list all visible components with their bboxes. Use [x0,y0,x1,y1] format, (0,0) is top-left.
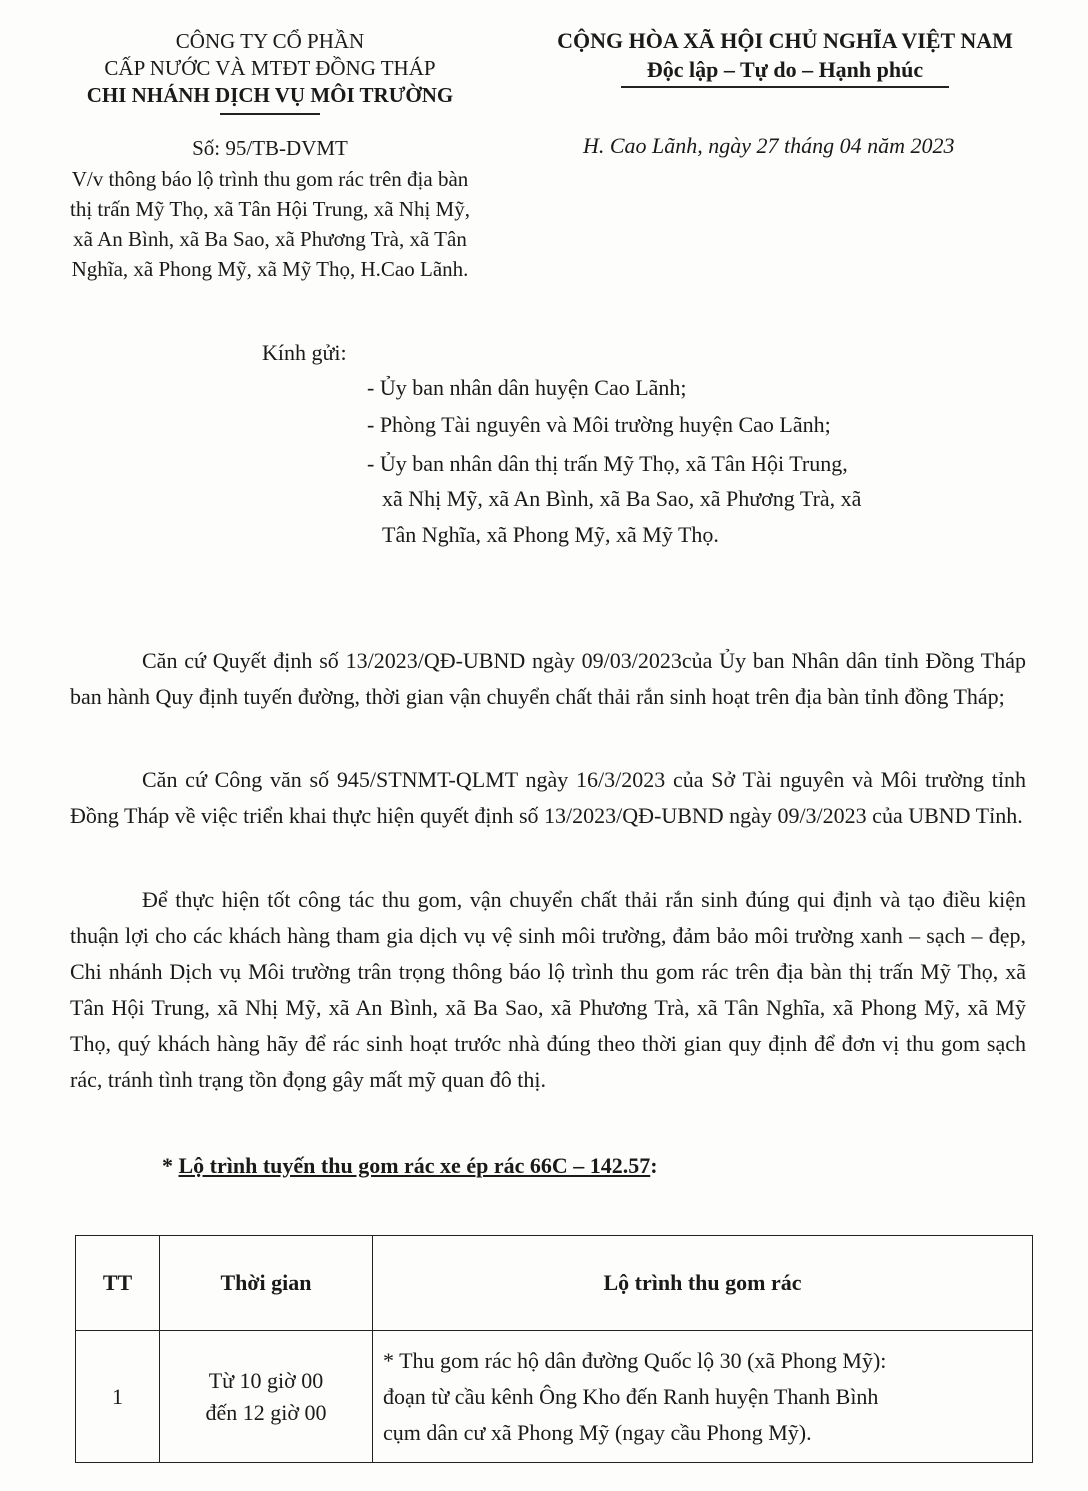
national-motto: Độc lập – Tự do – Hạnh phúc [646,57,924,82]
route-line: đoạn từ cầu kênh Ông Kho đến Ranh huyện Thanh Bình [383,1383,879,1409]
subject-line: Nghĩa, xã Phong Mỹ, xã Mỹ Thọ, H.Cao Lãnh. [71,257,469,281]
route-suffix: : [650,1153,658,1178]
table-row [76,1331,1033,1463]
paragraph-text: Căn cứ Quyết định số 13/2023/QĐ-UBND ngày 09/03/2023của Ủy ban Nhân dân tỉnh Đồng Tháp ban hành Quy định tuyến đường, thời gian vận chuyển chất thải rắn sinh hoạt trên địa bàn tỉnh đồng Tháp; [70,648,1026,709]
time-end: đến 12 giờ 00 [205,1399,327,1425]
cell-time [160,1331,373,1463]
header-route: Lộ trình thu gom rác [373,1236,1033,1331]
subject-line: xã An Bình, xã Ba Sao, xã Phương Trà, xã Tân [73,227,467,251]
issuer-underline [220,113,320,115]
document-number: Số: 95/TB-DVMT [192,136,348,160]
header-time: Thời gian [160,1236,373,1331]
body-paragraph [70,762,1026,834]
route-table [75,1235,1033,1463]
recipient-line: Tân Nghĩa, xã Phong Mỹ, xã Mỹ Thọ. [382,522,719,547]
subject-line: thị trấn Mỹ Thọ, xã Tân Hội Trung, xã Nhị Mỹ, [70,197,470,221]
route-title: Lộ trình tuyến thu gom rác xe ép rác 66C – 142.57 [178,1153,651,1178]
table-header-row [76,1236,1033,1331]
route-prefix: * [162,1153,179,1178]
date-line: H. Cao Lãnh, ngày 27 tháng 04 năm 2023 [583,133,955,158]
recipient-line: - Ủy ban nhân dân thị trấn Mỹ Thọ, xã Tân Hội Trung, [367,451,848,476]
subject-line: V/v thông báo lộ trình thu gom rác trên địa bàn [71,167,469,191]
route-heading [162,1153,658,1179]
paragraph-text: Để thực hiện tốt công tác thu gom, vận chuyển chất thải rắn sinh đúng qui định và tạo điều kiện thuận lợi cho các khách hàng tham gia dịch vụ vệ sinh môi trường, đảm bảo môi trường xanh – sạch – đẹp, Chi nhánh Dịch vụ Môi trường trân trọng thông báo lộ trình thu gom rác trên địa bàn thị trấn Mỹ Thọ, xã Tân Hội Trung, xã Nhị Mỹ, xã An Bình, xã Ba Sao, xã Phương Trà, xã Tân Nghĩa, xã Phong Mỹ, xã Mỹ Thọ, quý khách hàng hãy để rác sinh hoạt trước nhà đúng theo thời gian quy định để đơn vị thu gom sạch rác, tránh tình trạng tồn đọng gây mất mỹ quan đô thị. [70,887,1026,1092]
recipient-line: xã Nhị Mỹ, xã An Bình, xã Ba Sao, xã Phương Trà, xã [382,486,862,511]
national-title: CỘNG HÒA XÃ HỘI CHỦ NGHĨA VIỆT NAM [557,28,1013,53]
route-line: * Thu gom rác hộ dân đường Quốc lộ 30 (xã Phong Mỹ): [383,1347,887,1373]
cell-route [373,1331,1033,1463]
recipient-line: - Phòng Tài nguyên và Môi trường huyện Cao Lãnh; [367,412,831,437]
body-paragraph [70,882,1026,1098]
issuer-line-3: CHI NHÁNH DỊCH VỤ MÔI TRƯỜNG [86,83,454,107]
recipient-line: - Ủy ban nhân dân huyện Cao Lãnh; [367,375,687,400]
header-tt: TT [76,1236,160,1331]
motto-underline [621,86,949,88]
issuer-line-1: CÔNG TY CỔ PHẦN [175,29,365,53]
salutation: Kính gửi: [262,340,347,365]
body-paragraph [70,643,1026,715]
time-start: Từ 10 giờ 00 [208,1367,324,1393]
issuer-line-2: CẤP NƯỚC VÀ MTĐT ĐỒNG THÁP [104,56,436,80]
national-header [505,26,1065,88]
issuer-header [30,28,510,115]
cell-tt: 1 [76,1331,160,1463]
paragraph-text: Căn cứ Công văn số 945/STNMT-QLMT ngày 16/3/2023 của Sở Tài nguyên và Môi trường tỉnh Đồng Tháp về việc triển khai thực hiện quyết định số 13/2023/QĐ-UBND ngày 09/3/2023 của UBND Tỉnh. [70,767,1026,828]
route-line: cụm dân cư xã Phong Mỹ (ngay cầu Phong Mỹ). [383,1419,812,1445]
subject-block [20,164,520,284]
